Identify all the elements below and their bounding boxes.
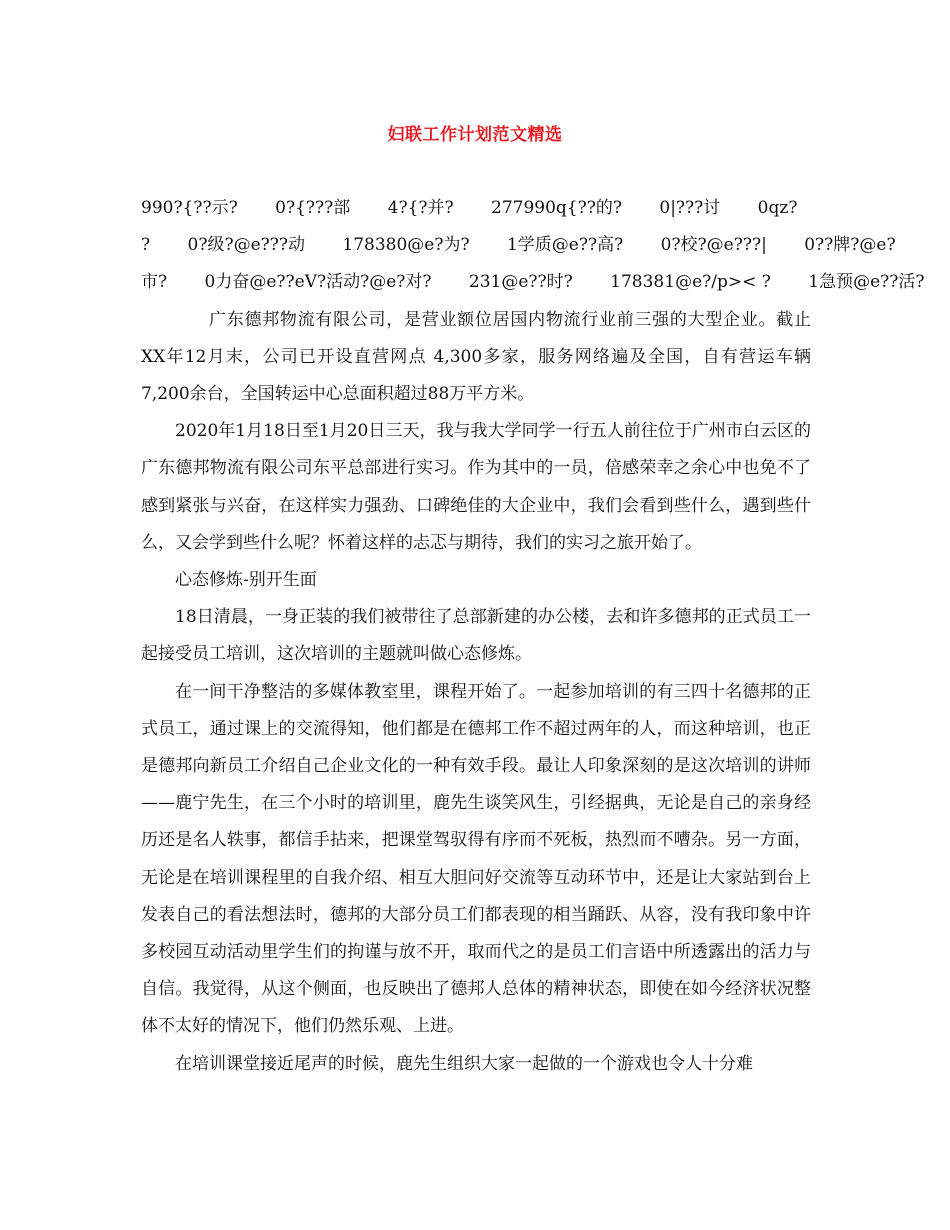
paragraph-internship-intro: 2020年1月18日至1月20日三天，我与我大学同学一行五人前往位于广州市白云区的广东德邦物流有限公司东平总部进行实习。作为其中的一员，倍感荣幸之余心中也免不了感到紧张与兴奋，在这样实力强劲、口碑绝佳的大企业中，我们会看到些什么，遇到些什么，又会学到些什么呢？怀着这样的忐忑与期待，我们的实习之旅开始了。 bbox=[141, 421, 811, 553]
garbled-token: 178381@e?/p>< ? bbox=[610, 272, 771, 293]
section-heading: 心态修炼-别开生面 bbox=[175, 569, 317, 590]
garbled-token: 0?级?@e???动 bbox=[187, 235, 305, 256]
paragraph-training-class: 在一间干净整洁的多媒体教室里，课程开始了。一起参加培训的有三四十名德邦的正式员工，通过课上的交流得知，他们都是在德邦工作不超过两年的人，而这种培训，也正是德邦向新员工介绍自己企业文化的一种有效手段。最让人印象深刻的是这次培训的讲师——鹿宁先生，在三个小时的培训里，鹿先生谈笑风生，引经据典，无论是自己的亲身经历还是名人轶事，都信手拈来，把课堂驾驭得有序而不死板，热烈而不嘈杂。另一方面，无论是在培训课程里的自我介绍、相互大胆问好交流等互动环节中，还是让大家站到台上发表自己的看法想法时，德邦的大部分员工们都表现的相当踊跃、从容，没有我印象中许多校园互动活动里学生们的拘谨与放不开，取而代之的是员工们言语中所透露出的活力与自信。我觉得，从这个侧面，也反映出了德邦人总体的精神状态，即使在如今经济状况整体不太好的情况下，他们仍然乐观、上进。 bbox=[141, 681, 811, 1037]
garbled-token: 178380@e?为? bbox=[342, 235, 470, 256]
garbled-token: 1急预@e??活? bbox=[808, 272, 925, 293]
garbled-text-row bbox=[141, 190, 811, 227]
paragraph-company-intro: 广东德邦物流有限公司，是营业额位居国内物流行业前三强的大型企业。截止XX年12月末，公司已开设直营网点 4,300多家，服务网络遍及全国，自有营运车辆7,200余台，全国转运中心总面积超过88万平方米。 bbox=[141, 309, 811, 404]
garbled-token: 1学质@e??高? bbox=[506, 235, 624, 256]
paragraph-training-game: 在培训课堂接近尾声的时候，鹿先生组织大家一起做的一个游戏也令人十分难 bbox=[175, 1053, 753, 1074]
garbled-token: 277990q{??的? bbox=[491, 198, 622, 218]
document-body bbox=[141, 190, 925, 1083]
garbled-token: 231@e??时? bbox=[468, 272, 573, 293]
document-title: 妇联工作计划范文精选 bbox=[387, 125, 563, 145]
garbled-token: 0?{???部 bbox=[275, 198, 351, 218]
garbled-token: 0力奋@e??eV?活动?@e?对? bbox=[204, 272, 432, 293]
garbled-token: 0??牌?@e? bbox=[804, 235, 896, 256]
garbled-text-row bbox=[141, 264, 925, 301]
garbled-token: 市? bbox=[141, 272, 168, 293]
garbled-token: 0?校?@e???| bbox=[660, 235, 767, 256]
garbled-token: 990?{??示? bbox=[141, 198, 238, 218]
garbled-text-row bbox=[141, 227, 896, 264]
garbled-token: ? bbox=[141, 235, 151, 256]
garbled-token: 0qz? bbox=[757, 198, 798, 218]
garbled-token: 4?{?并? bbox=[387, 198, 454, 218]
garbled-token: 0|???讨 bbox=[659, 198, 721, 218]
paragraph-training-morning: 18日清晨，一身正装的我们被带往了总部新建的办公楼，去和许多德邦的正式员工一起接受员工培训，这次培训的主题就叫做心态修炼。 bbox=[141, 607, 811, 665]
